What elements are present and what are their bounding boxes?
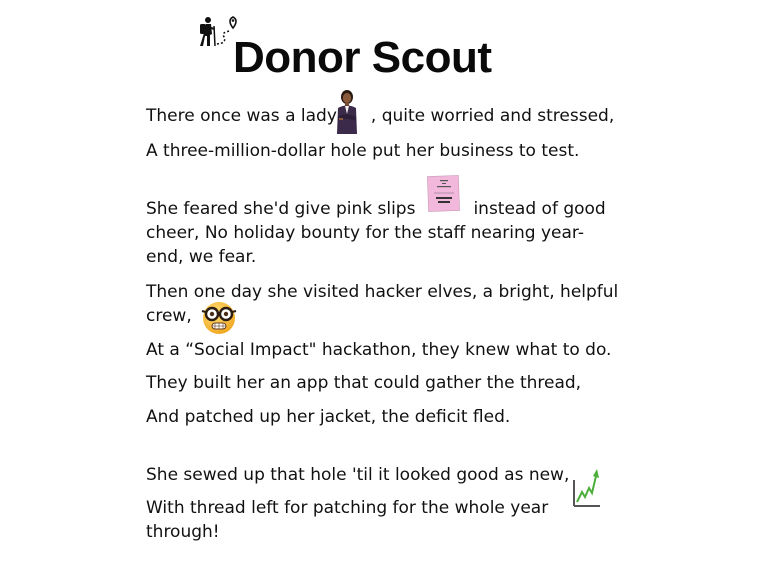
- page-title: Donor Scout: [233, 33, 492, 82]
- poem-line-2: A three-million-dollar hole put her business to test.: [146, 141, 580, 161]
- poem-line-3: [146, 197, 606, 221]
- poem-line-7: [146, 304, 192, 328]
- poem-line-13: through!: [146, 522, 220, 542]
- poem-text: She feared she'd give pink slips: [146, 199, 416, 219]
- poem-line-8: At a “Social Impact" hackathon, they knew what to do.: [146, 340, 612, 360]
- poem-line-4: cheer, No holiday bounty for the staff nearing year-: [146, 223, 584, 243]
- poem-line-1: [146, 104, 614, 128]
- poem-line-5: end, we fear.: [146, 247, 257, 267]
- poem-text: , quite worried and stressed,: [370, 106, 615, 126]
- nerd-face-emoji-icon: [200, 299, 238, 335]
- poem-line-9: They built her an app that could gather the thread,: [146, 373, 582, 393]
- businesswoman-icon: [334, 88, 360, 134]
- pink-slip-termination-notice-icon: [426, 174, 462, 214]
- growth-chart-icon: [570, 466, 604, 510]
- poem-text: crew,: [146, 306, 192, 326]
- poem-line-6: Then one day she visited hacker elves, a bright, helpful: [146, 282, 619, 302]
- poem-text: instead of good: [473, 199, 606, 219]
- poem-text: There once was a lady: [146, 106, 337, 126]
- poem-line-11: She sewed up that hole 'til it looked good as new,: [146, 465, 570, 485]
- poem-line-10: And patched up her jacket, the deficit fled.: [146, 407, 511, 427]
- poem-line-12: With thread left for patching for the whole year: [146, 498, 549, 518]
